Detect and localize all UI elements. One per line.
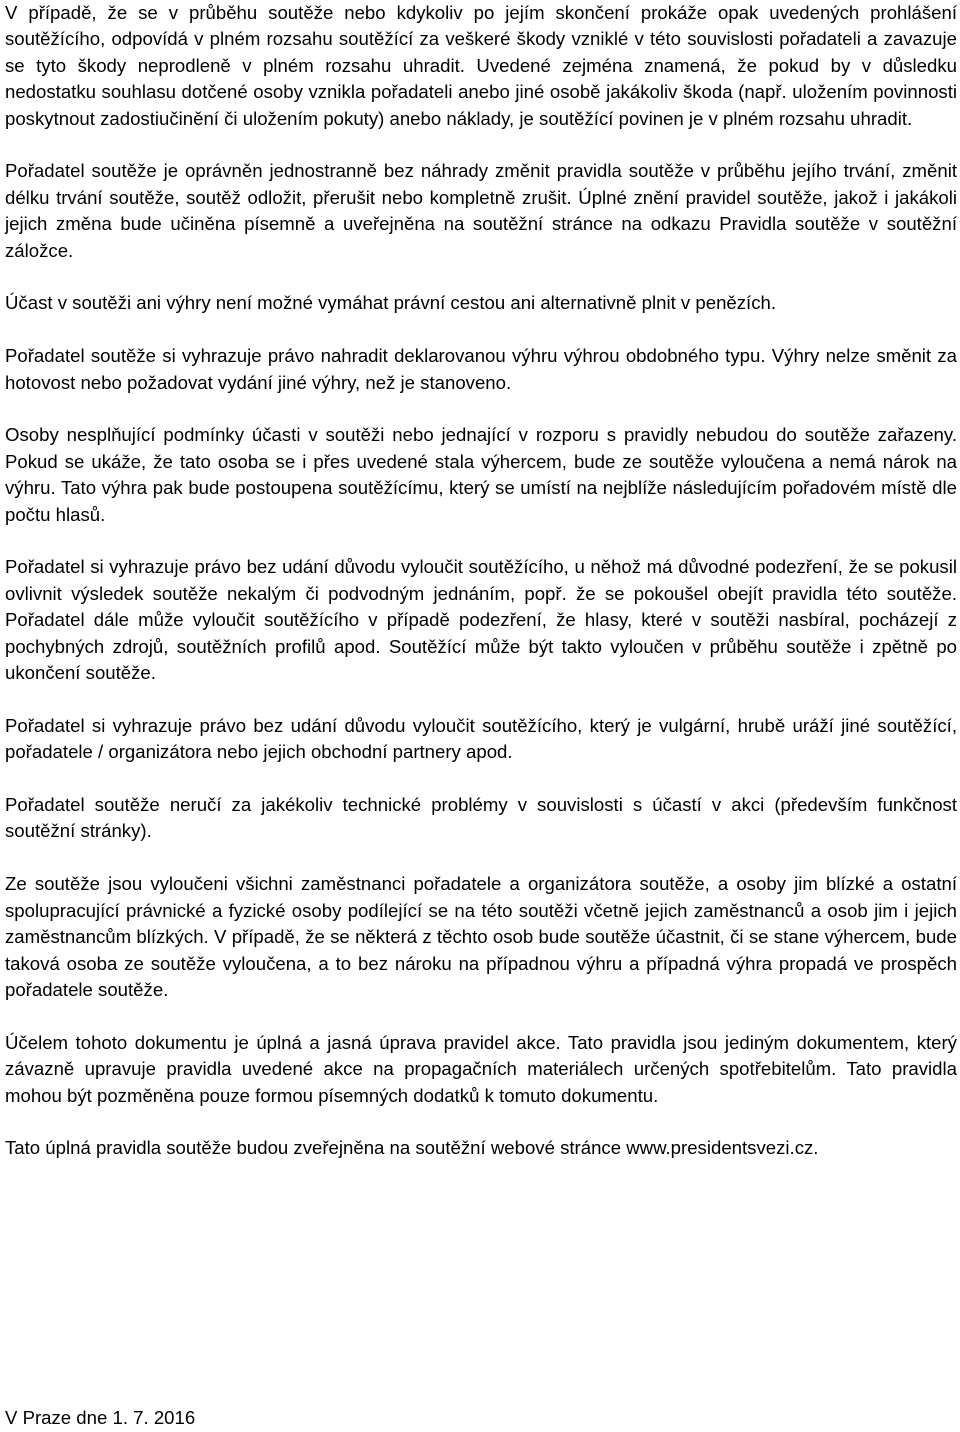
paragraph-line: určených spotřebitelům. Tato pravidla mohou být pozměněna pouze formou písemných: [5, 1058, 957, 1106]
paragraph-gap: [5, 132, 957, 158]
paragraph-line: Účelem tohoto dokumentu je úplná a jasná úprava pravidel akce. Tato pravidla jsou jediným: [5, 1031, 789, 1053]
paragraph-line: Pořadatel soutěže je oprávněn jednostranně bez náhrady změnit pravidla soutěže v průběhu: [5, 160, 786, 182]
paragraph-line: Ze soutěže jsou vyloučeni všichni zaměstnanci pořadatele a organizátora soutěže, a osoby: [5, 873, 786, 895]
paragraph: [5, 158, 957, 264]
paragraph-line: ze soutěže vyloučena a nemá nárok na výhru. Tato výhra pak bude postoupena: [5, 450, 958, 499]
paragraph: [5, 554, 957, 686]
paragraph: [5, 871, 957, 1003]
paragraph-line: jejího trvání, změnit délku trvání soutěže, soutěž odložit, přerušit nebo kompletně zrušit.: [5, 160, 957, 208]
paragraph: [5, 422, 957, 528]
paragraph-line: uhradit. Uvedené zejména znamená, že pokud by v důsledku nedostatku souhlasu dotčené: [5, 54, 957, 103]
paragraph-line: podezření, že se pokusil ovlivnit výsledek soutěže nekalým či podvodným jednáním, popř. že: [5, 556, 957, 604]
paragraph-gap: [5, 1109, 957, 1135]
paragraph-gap: [5, 845, 957, 871]
paragraph-line: vzniklé v této souvislosti pořadateli a zavazuje se tyto škody neprodleně v plném rozsahu: [5, 28, 957, 76]
paragraph-line: dokumentem, který závazně upravuje pravidla uvedené akce na propagačních materiálech: [5, 1031, 957, 1080]
paragraph-line: se pokoušel obejít pravidla této soutěže. Pořadatel dále může vyloučit soutěžícího v případě: [5, 582, 957, 631]
document-body: [5, 0, 957, 1162]
paragraph-line: V případě, že se v průběhu soutěže nebo kdykoliv po jejím skončení prokáže opak: [5, 2, 759, 23]
paragraph-line: profilů apod. Soutěžící může být takto vyloučen v průběhu soutěže i zpětně po ukončení: [5, 635, 957, 684]
paragraph-gap: [5, 686, 957, 712]
paragraph-line: osoby vznikla pořadateli anebo jiné osobě jakákoliv škoda (např. uložením povinnosti: [253, 81, 958, 103]
paragraph-gap: [5, 317, 957, 343]
paragraph: [5, 1135, 957, 1161]
paragraph-line: (především funkčnost soutěžní stránky).: [5, 794, 957, 842]
paragraph-line: Pořadatel soutěže si vyhrazuje právo nahradit deklarovanou výhru výhrou obdobného typu.: [5, 345, 766, 367]
paragraph-line: soutěžícímu, který se umístí na nejblíže následujícím pořadovém místě dle počtu hlasů.: [5, 477, 957, 525]
paragraph-line: uveřejněna na soutěžní stránce na odkazu Pravidla soutěže v soutěžní záložce.: [5, 213, 957, 261]
paragraph: [5, 0, 957, 132]
paragraph: [5, 343, 957, 396]
paragraph-line: Výhry nelze směnit za hotovost nebo požadovat vydání jiné výhry, než je stanoveno.: [5, 345, 957, 393]
paragraph-gap: [5, 528, 957, 554]
paragraph-line: dodatků k tomuto dokumentu.: [413, 1084, 659, 1106]
paragraph-gap: [5, 396, 957, 422]
paragraph-line: jim blízké a ostatní spolupracující právnické a fyzické osoby podílející se na této soutěži: [5, 873, 957, 921]
paragraph-line: Úplné znění pravidel soutěže, jakož i jakákoli jejich změna bude učiněna písemně a: [5, 186, 957, 235]
paragraph-line: Pořadatel soutěže neručí za jakékoliv technické problémy v souvislosti s účastí v akci: [5, 794, 765, 816]
paragraph-line: Pořadatel si vyhrazuje právo bez udání důvodu vyloučit soutěžícího, u něhož má důvodné: [5, 556, 750, 578]
paragraph: [5, 290, 957, 316]
paragraph-line: uvedených prohlášení soutěžícího, odpovídá v plném rozsahu soutěžící za veškeré škody: [5, 2, 958, 50]
paragraph: [5, 792, 957, 845]
paragraph-line: Tato úplná pravidla soutěže budou zveřejněna na soutěžní webové stránce: [5, 1137, 622, 1159]
paragraph-line: www.presidentsvezi.cz.: [626, 1137, 819, 1159]
paragraph-line: některá z těchto osob bude soutěže účastnit, či se stane výhercem, bude taková osoba ze: [5, 926, 957, 974]
paragraph-gap: [5, 1003, 957, 1029]
paragraph-line: Pořadatel si vyhrazuje právo bez udání důvodu vyloučit soutěžícího, který je vulgární, hrubě: [5, 714, 786, 736]
paragraph-line: poskytnout zadostiučinění či uložením pokuty) anebo náklady, je soutěžící povinen je v: [5, 107, 718, 129]
paragraph-line: prospěch pořadatele soutěže.: [5, 952, 957, 1000]
paragraph-line: uráží jiné soutěžící, pořadatele / organizátora nebo jejich obchodní partnery apod.: [5, 714, 957, 763]
paragraph-line: soutěže vyloučena, a to bez nároku na případnou výhru a případná výhra propadá ve: [150, 952, 874, 974]
paragraph-gap: [5, 766, 957, 792]
paragraph-line: soutěže.: [85, 662, 156, 684]
paragraph-line: soutěže zařazeny. Pokud se ukáže, že tato osoba se i přes uvedené stala výhercem, bude: [5, 424, 957, 472]
paragraph: [5, 1030, 957, 1109]
paragraph-line: včetně jejich zaměstnanců a osob jim i jejich zaměstnancům blízkých. V případě, že se: [5, 899, 957, 948]
paragraph: [5, 713, 957, 766]
signoff-date: V Praze dne 1. 7. 2016: [5, 1407, 196, 1428]
paragraph-line: Osoby nesplňující podmínky účasti v soutěži nebo jednající v rozporu s pravidly nebudou do: [5, 424, 797, 446]
paragraph-line: plném rozsahu uhradit.: [723, 107, 913, 129]
paragraph-line: v penězích.: [680, 292, 777, 314]
paragraph-gap: [5, 264, 957, 290]
paragraph-line: Účast v soutěži ani výhry není možné vymáhat právní cestou ani alternativně plnit: [5, 292, 676, 314]
paragraph-line: podezření, že hlasy, které v soutěži nasbíral, pocházejí z pochybných zdrojů, soutěžních: [5, 609, 958, 657]
